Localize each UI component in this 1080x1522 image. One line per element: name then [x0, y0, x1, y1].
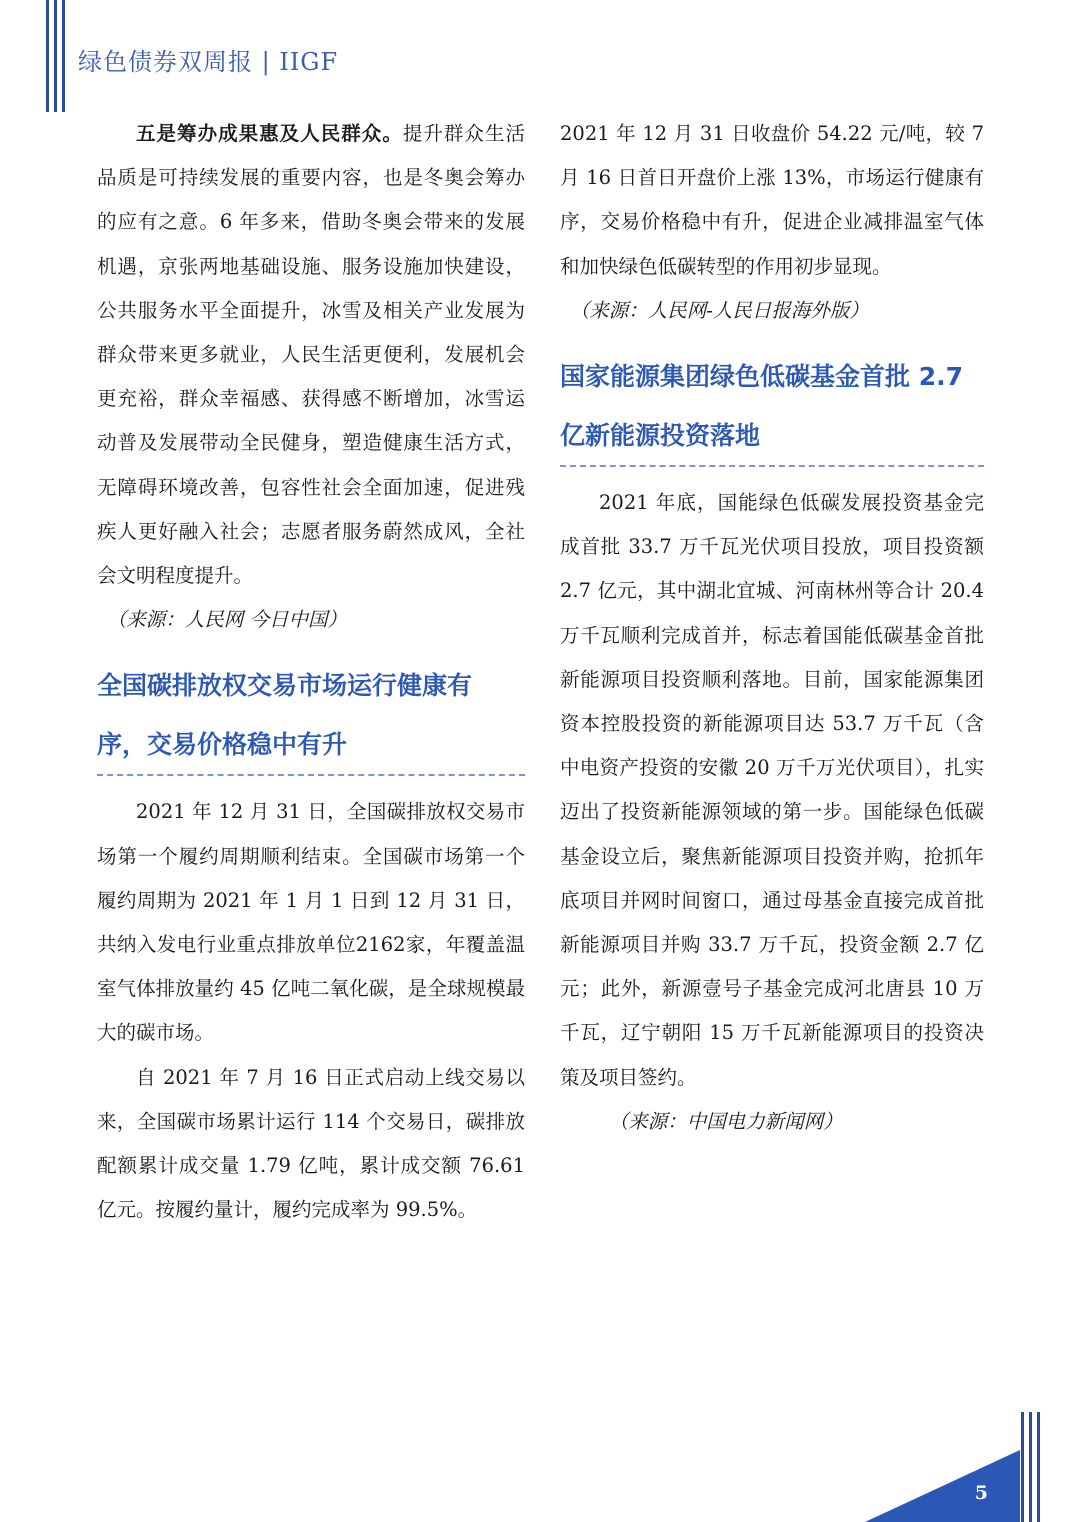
left-column [97, 112, 525, 1232]
paragraph-lead: 五是筹办成果惠及人民群众。 [136, 122, 403, 145]
heading-line: 亿新能源投资落地 [560, 421, 761, 451]
heading-line: 国家能源集团绿色低碳基金首批 2.7 [560, 362, 963, 392]
header-decor-bars [46, 0, 65, 112]
page-number: 5 [974, 1482, 988, 1504]
paragraph: 自 2021 年 7 月 16 日正式启动上线交易以来，全国碳市场累计运行 114 个交易日，碳排放配额累计成交量 1.79 亿吨，累计成交额 76.61 亿元。按履约量计，履约完成率为 99.5%。 [97, 1065, 525, 1222]
source-note: （来源：人民网 今日中国） [106, 608, 347, 632]
right-column [560, 112, 984, 1144]
footer-decor-bars [1021, 1412, 1040, 1522]
paragraph-body: 提升群众生活品质是可持续发展的重要内容，也是冬奥会筹办的应有之意。6 年多来，借助冬奥会带来的发展机遇，京张两地基础设施、服务设施加快建设，公共服务水平全面提升，冰雪及相关产业发展为群众带来更多就业，人民生活更便利，发展机会更充裕，群众幸福感、获得感不断增加，冰雪运动普及发展带动全民健身，塑造健康生活方式，无障碍环境改善，包容性社会全面加速，促进残疾人更好融入社会；志愿者服务蔚然成风，全社会文明程度提升。 [97, 122, 525, 588]
source-note: （来源：人民网-人民日报海外版） [569, 298, 869, 322]
source-note: （来源：中国电力新闻网） [608, 1109, 843, 1133]
divider [97, 774, 525, 776]
paragraph: 2021 年底，国能绿色低碳发展投资基金完成首批 33.7 万千瓦光伏项目投放，项目投资额 2.7 亿元，其中湖北宜城、河南林州等合计 20.4 万千瓦顺利完成首并，标志着国能低碳基金首批新能源项目投资顺利落地。目前，国家能源集团资本控股投资的新能源项目达 53.7 万千瓦（含中电资产投资的安徽 20 万千万光伏项目），扎实迈出了投资新能源领域的第一步。国能绿色低碳基金设立后，聚焦新能源项目投资并购，抢抓年底项目并网时间窗口，通过母基金直接完成首批新能源项目并购 33.7 万千瓦，投资金额 2.7 亿元；此外，新源壹号子基金完成河北唐县 10 万千瓦，辽宁朝阳 15 万千瓦新能源项目的投资决策及项目签约。 [560, 491, 984, 1089]
section-heading [97, 656, 525, 774]
page-header-title: 绿色债券双周报 | IIGF [78, 48, 339, 76]
paragraph: 2021 年 12 月 31 日收盘价 54.22 元/吨，较 7 月 16 日首日开盘价上涨 13%，市场运行健康有序，交易价格稳中有升，促进企业减排温室气体和加快绿色低碳转型的作用初步显现。 [560, 122, 984, 278]
heading-line: 全国碳排放权交易市场运行健康有 [97, 671, 473, 701]
paragraph [97, 112, 525, 598]
divider [560, 465, 984, 467]
heading-line: 序，交易价格稳中有升 [97, 730, 348, 760]
footer-triangle [865, 1450, 1020, 1522]
paragraph: 2021 年 12 月 31 日，全国碳排放权交易市场第一个履约周期顺利结束。全国碳市场第一个履约周期为 2021 年 1 月 1 日到 12 月 31 日，共纳入发电行业重点排放单位2162家，年覆盖温室气体排放量约 45 亿吨二氧化碳，是全球规模最大的碳市场。 [97, 800, 525, 1045]
section-heading [560, 347, 984, 465]
